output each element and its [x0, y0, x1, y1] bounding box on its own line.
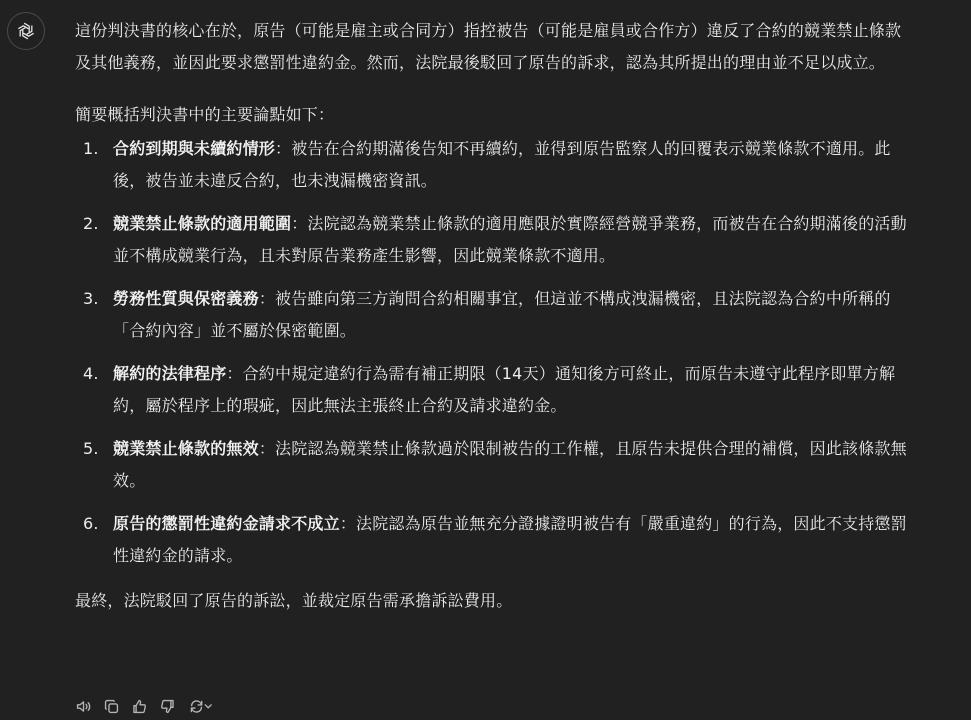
- intro-paragraph: 這份判決書的核心在於，原告（可能是雇主或合同方）指控被告（可能是雇員或合作方）違反了合約的競業禁止條款及其他義務，並因此要求懲罰性違約金。然而，法院最後駁回了原告的訴求，認為其所提出的理由並不足以成立。: [75, 21, 902, 72]
- point-term: 解約的法律程序: [113, 364, 227, 383]
- speaker-icon: [75, 698, 92, 715]
- list-number: 5.: [83, 439, 99, 458]
- summary-lead: 簡要概括判決書中的主要論點如下：: [75, 105, 335, 124]
- list-number: 3.: [83, 289, 99, 308]
- point-term: 合約到期與未續約情形: [113, 139, 276, 158]
- list-item: [75, 508, 915, 572]
- point-text: ：法院認為原告並無充分證據證明被告有「嚴重違約」的行為，因此不支持懲罰性違約金的請求。: [113, 514, 907, 565]
- summary-list: [75, 133, 915, 572]
- conclusion-paragraph: 最終，法院駁回了原告的訴訟，並裁定原告需承擔訴訟費用。: [75, 591, 513, 610]
- point-term: 競業禁止條款的無效: [113, 439, 259, 458]
- thumbs-down-icon: [159, 698, 176, 715]
- list-item: [75, 133, 915, 197]
- good-response-button[interactable]: [130, 697, 149, 716]
- point-term: 競業禁止條款的適用範圍: [113, 214, 292, 233]
- list-item: [75, 283, 915, 347]
- openai-logo-icon: [15, 20, 37, 42]
- copy-icon: [103, 698, 120, 715]
- point-text: ：被告在合約期滿後告知不再續約，並得到原告監察人的回覆表示競業條款不適用。此後，被告並未違反合約，也未洩漏機密資訊。: [113, 139, 891, 190]
- copy-button[interactable]: [102, 697, 121, 716]
- list-number: 2.: [83, 214, 99, 233]
- regenerate-button[interactable]: [186, 697, 216, 716]
- list-number: 4.: [83, 364, 99, 383]
- point-text: ：法院認為競業禁止條款的適用應限於實際經營競爭業務，而被告在合約期滿後的活動並不構成競業行為，且未對原告業務產生影響，因此競業條款不適用。: [113, 214, 907, 265]
- point-text: ：法院認為競業禁止條款過於限制被告的工作權，且原告未提供合理的補償，因此該條款無效。: [113, 439, 907, 490]
- point-text: ：被告雖向第三方詢問合約相關事宜，但這並不構成洩漏機密，且法院認為合約中所稱的「合約內容」並不屬於保密範圍。: [113, 289, 891, 340]
- bad-response-button[interactable]: [158, 697, 177, 716]
- thumbs-up-icon: [131, 698, 148, 715]
- list-number: 1.: [83, 139, 99, 158]
- list-number: 6.: [83, 514, 99, 533]
- assistant-avatar: [7, 12, 45, 50]
- list-item: [75, 358, 915, 422]
- point-text: ：合約中規定違約行為需有補正期限（14天）通知後方可終止，而原告未遵守此程序即單方解約，屬於程序上的瑕疵，因此無法主張終止合約及請求違約金。: [113, 364, 896, 415]
- point-term: 勞務性質與保密義務: [113, 289, 259, 308]
- point-term: 原告的懲罰性違約金請求不成立: [113, 514, 340, 533]
- assistant-message: [75, 15, 915, 617]
- regenerate-chevron-icon: [187, 698, 215, 715]
- message-actions: [74, 697, 216, 716]
- list-item: [75, 433, 915, 497]
- read-aloud-button[interactable]: [74, 697, 93, 716]
- list-item: [75, 208, 915, 272]
